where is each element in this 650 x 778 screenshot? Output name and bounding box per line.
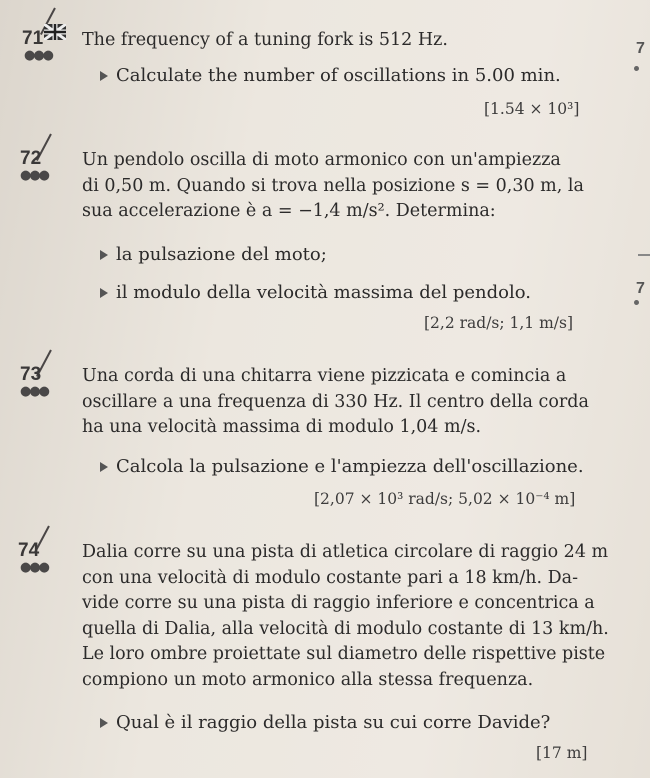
exercise-line: con una velocità di modulo costante pari a 18 km/h. Da-: [82, 567, 579, 588]
bullet-arrow-icon: [100, 288, 108, 298]
exercise-bullet: [100, 242, 327, 268]
exercise-73-text: [82, 364, 612, 441]
exercise-71-text: [82, 28, 612, 54]
bullet-text: Calculate the number of oscillations in 5.00 min.: [116, 65, 561, 86]
bullet-arrow-icon: [100, 718, 108, 728]
exercise-answer: [2,07 × 10³ rad/s; 5,02 × 10⁻⁴ m]: [314, 490, 576, 508]
uk-flag-icon: [44, 24, 66, 40]
exercise-line: sua accelerazione è a = −1,4 m/s². Determina:: [82, 201, 496, 221]
exercise-line: di 0,50 m. Quando si trova nella posizione s = 0,30 m, la: [82, 175, 584, 196]
exercise-line: The frequency of a tuning fork is 512 Hz.: [82, 30, 448, 50]
bullet-arrow-icon: [100, 250, 108, 260]
margin-mark-icon: 7: [636, 40, 645, 57]
exercise-line: Dalia corre su una pista di atletica circolare di raggio 24 m: [82, 542, 609, 562]
exercise-answer: [1.54 × 10³]: [484, 100, 580, 118]
exercise-number: 73: [20, 364, 42, 385]
margin-dash-icon: [638, 254, 650, 256]
exercise-answer: [2,2 rad/s; 1,1 m/s]: [424, 314, 574, 332]
difficulty-dots-icon: ●●●: [20, 168, 49, 183]
margin-dot-icon: [634, 300, 639, 305]
exercise-line: ha una velocità massima di modulo 1,04 m/s.: [82, 417, 482, 437]
exercise-line: Le loro ombre proiettate sul diametro delle rispettive piste: [82, 644, 606, 664]
exercise-number: 71: [22, 28, 44, 49]
bullet-text: Calcola la pulsazione e l'ampiezza dell'oscillazione.: [116, 456, 584, 477]
difficulty-dots-icon: ●●●: [20, 384, 49, 399]
exercise-bullet: [100, 710, 550, 736]
exercise-line: quella di Dalia, alla velocità di modulo costante di 13 km/h.: [82, 618, 609, 639]
margin-mark-icon: 7: [636, 280, 645, 297]
exercise-74-text: [82, 540, 612, 693]
exercise-72-text: [82, 148, 612, 225]
difficulty-dots-icon: ●●●: [24, 48, 53, 63]
margin-dot-icon: [634, 66, 639, 71]
exercise-line: oscillare a una frequenza di 330 Hz. Il centro della corda: [82, 391, 589, 412]
bullet-text: la pulsazione del moto;: [116, 244, 327, 265]
bullet-arrow-icon: [100, 462, 108, 472]
exercise-line: vide corre su una pista di raggio inferiore e concentrica a: [82, 593, 595, 613]
exercise-bullet: [100, 63, 561, 89]
exercise-bullet: [100, 280, 531, 306]
bullet-text: il modulo della velocità massima del pendolo.: [116, 282, 531, 303]
difficulty-dots-icon: ●●●: [20, 560, 49, 575]
bullet-arrow-icon: [100, 71, 108, 81]
exercise-answer: [17 m]: [536, 744, 588, 762]
exercise-line: Un pendolo oscilla di moto armonico con un'ampiezza: [82, 150, 561, 170]
exercise-number: 74: [18, 540, 40, 561]
bullet-text: Qual è il raggio della pista su cui corre Davide?: [116, 712, 551, 733]
exercise-line: Una corda di una chitarra viene pizzicata e comincia a: [82, 366, 567, 386]
exercise-bullet: [100, 454, 584, 480]
exercise-line: compiono un moto armonico alla stessa frequenza.: [82, 669, 534, 690]
exercise-number: 72: [20, 148, 42, 169]
